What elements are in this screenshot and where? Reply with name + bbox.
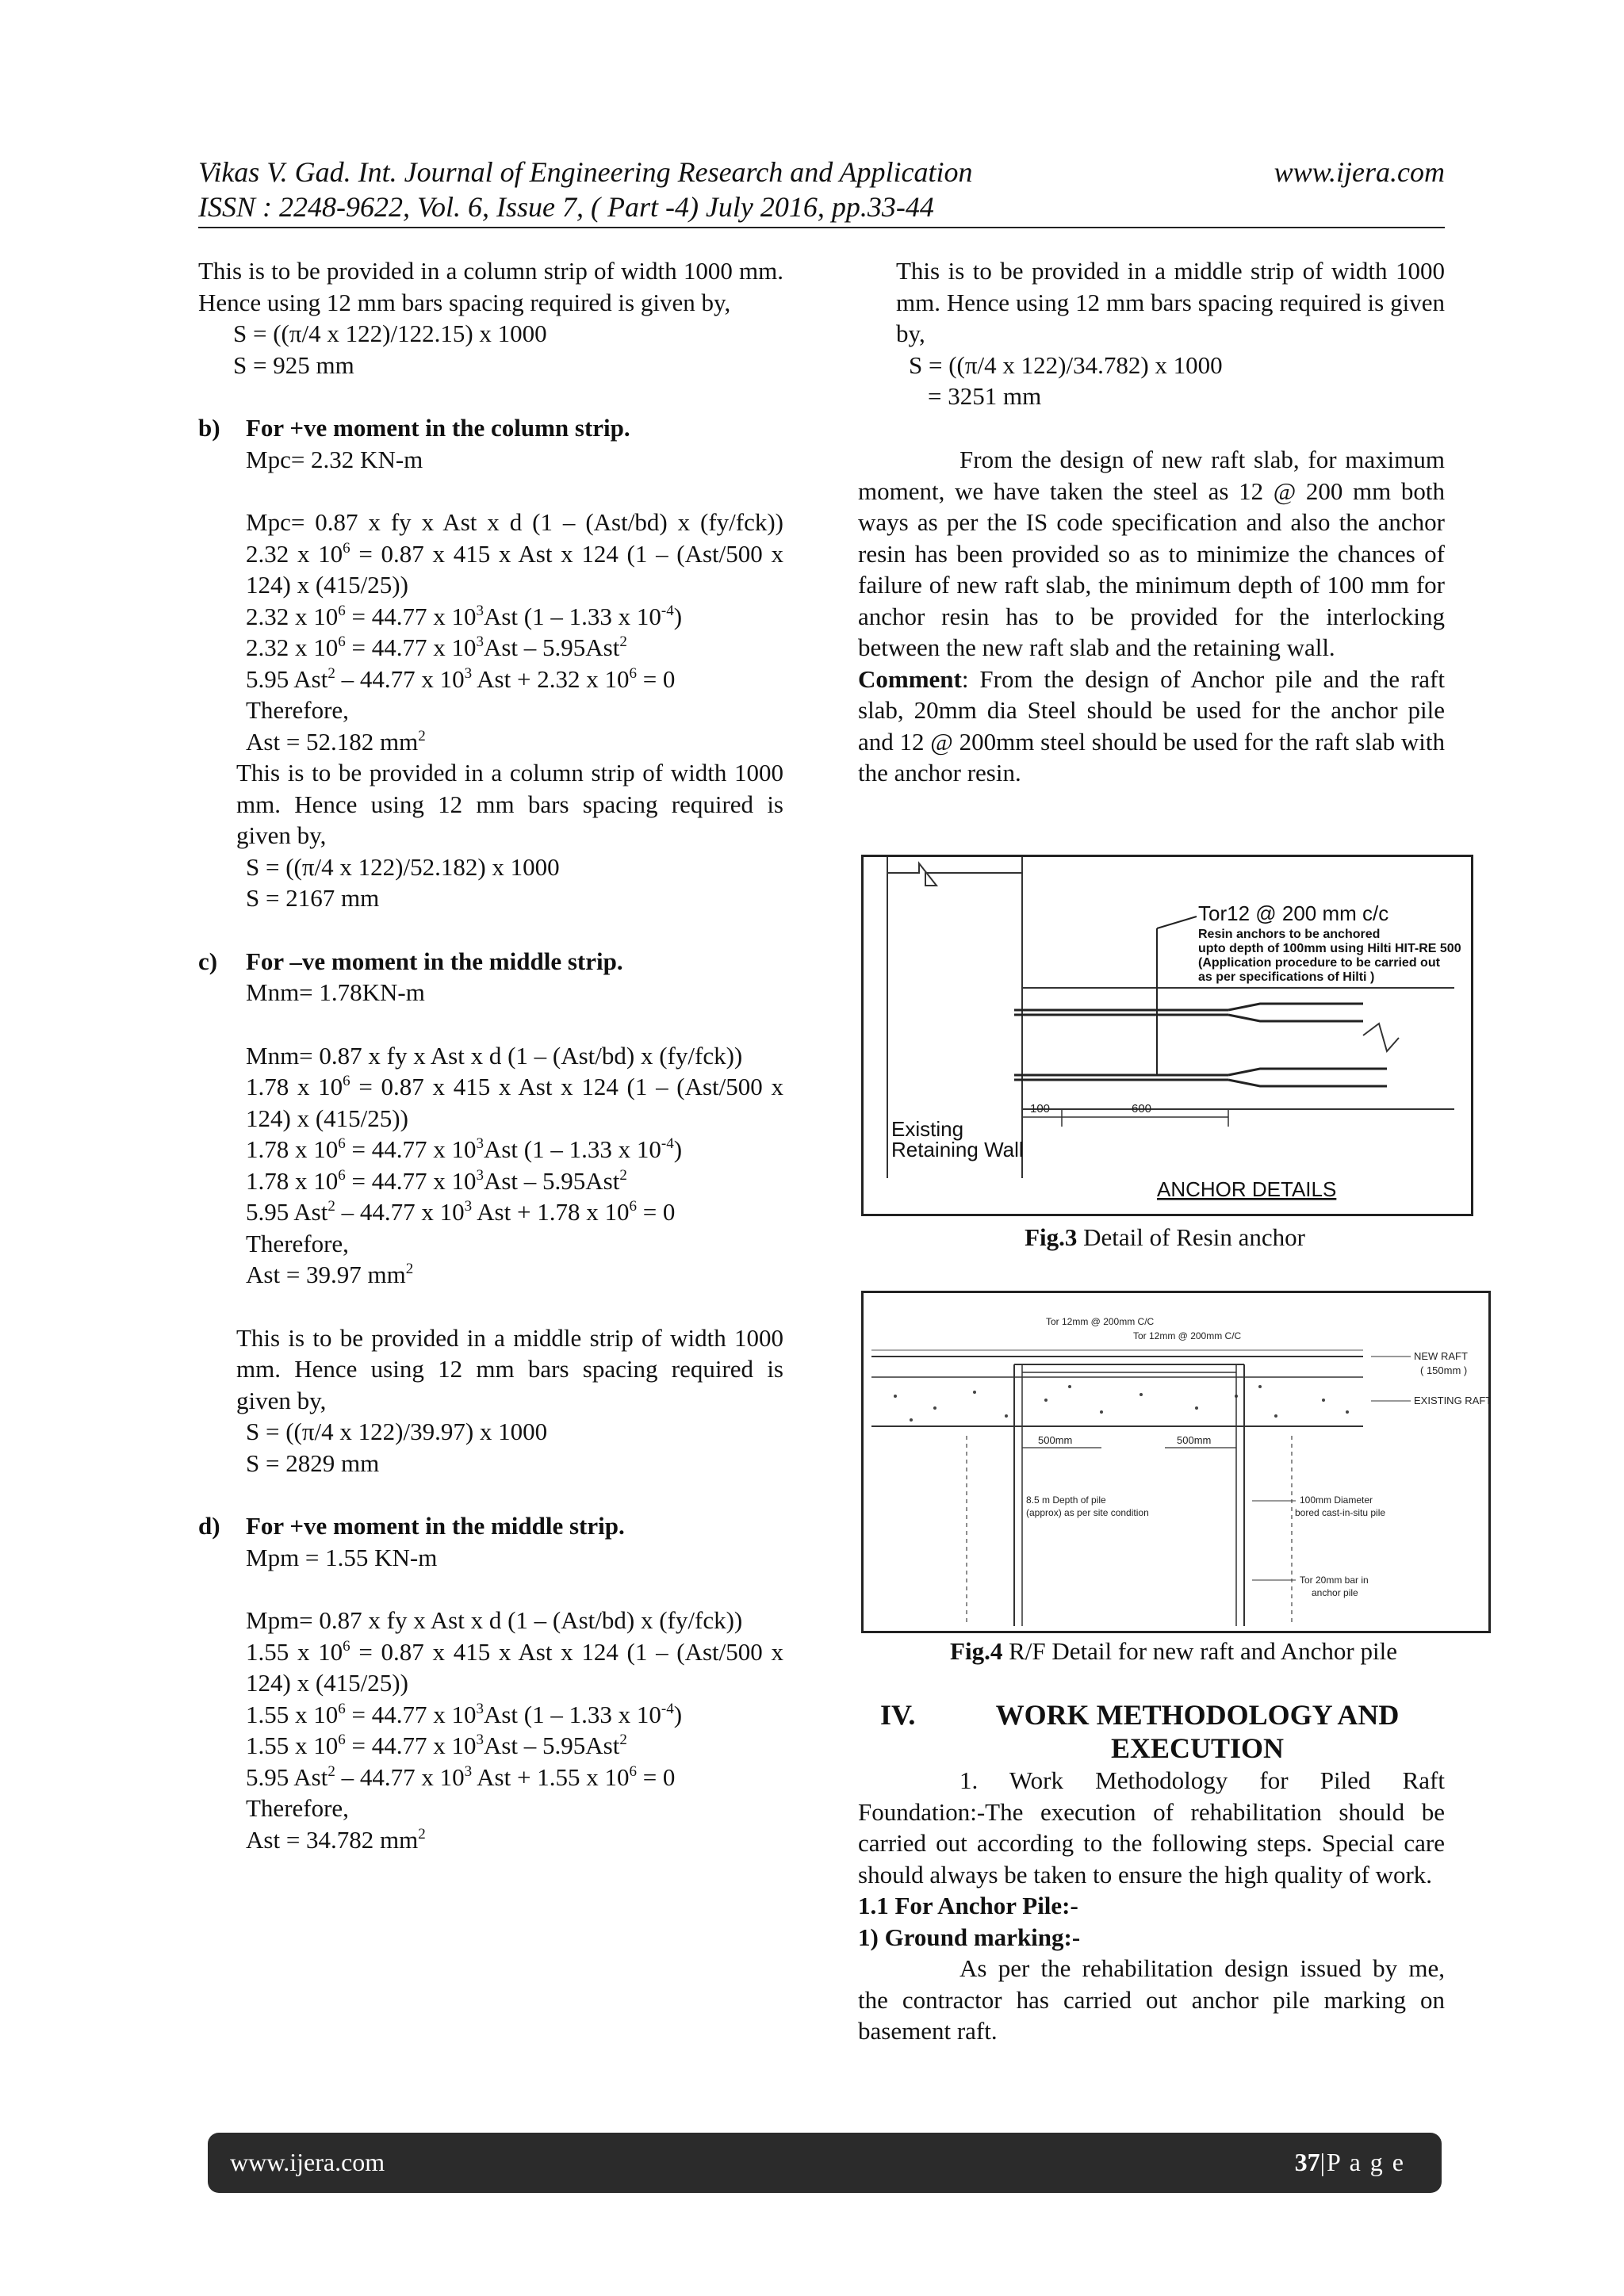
page-footer <box>208 2133 1442 2193</box>
section-title: WORK METHODOLOGY AND <box>995 1699 1400 1731</box>
anchor-note: (Application procedure to be carried out <box>1198 956 1440 970</box>
page-number: 37|P a g e <box>1294 2148 1405 2176</box>
equation: 2.32 x $10^6 = 44.77$ x $10^3Ast - 5.95Ast^2$ <box>246 633 627 661</box>
equation: 5.95 Ast$^2$ – 44.77 x $10^3$ Ast + 1.78 x $10^6 = 0$ <box>246 1198 676 1226</box>
pile-note: anchor pile <box>1312 1587 1358 1598</box>
dimension-label: 600 <box>1132 1102 1152 1115</box>
anchor-note: upto depth of 100mm using Hilti HIT-RE 500 <box>1198 942 1461 955</box>
subsection-title: For –ve moment in the middle strip. <box>246 947 623 975</box>
rebar-label: Tor 12mm @ 200mm C/C <box>1046 1316 1155 1327</box>
subsection-label: b) <box>198 414 220 442</box>
dimension-label: 500mm <box>1038 1434 1073 1446</box>
rebar-label: Tor 12mm @ 200mm C/C <box>1133 1330 1242 1341</box>
pile-note: 100mm Diameter <box>1300 1494 1373 1506</box>
journal-title: Vikas V. Gad. Int. Journal of Engineering Research and Application <box>198 156 973 188</box>
footer-website[interactable]: www.ijera.com <box>230 2148 385 2176</box>
paragraph: 1. Work Methodology for Piled Raft Foundation:-The execution of rehabilitation should be carried out according to the following steps. Special care should always be taken to ensure the high quality of work. <box>858 1766 1445 1888</box>
equation: S = 925 mm <box>233 350 354 379</box>
equation: 1.78 x $10^6 = 0.87$ x 415 x Ast x 124 (1 – (Ast/500 x 124) x (415/25)) <box>246 1073 783 1132</box>
journal-website[interactable]: www.ijera.com <box>1274 156 1445 188</box>
equation: 1.55 x $10^6 = 44.77$ x $10^3Ast$ (1 – 1.33 x $10^{-4}$) <box>246 1700 683 1728</box>
result: Ast = 34.782 $mm^2$ <box>246 1825 426 1854</box>
paragraph: This is to be provided in a middle strip of width 1000 mm. Hence using 12 mm bars spacing required is given by, <box>896 257 1445 347</box>
comment-paragraph: Comment: From the design of Anchor pile and the raft slab, 20mm dia Steel should be used for the anchor pile and 12 @ 200mm steel should be used for the raft slab with the anchor resin. <box>858 664 1445 786</box>
equation: S = ((π/4 x 122)/34.782) x 1000 <box>909 350 1223 379</box>
moment-value: Mpm = 1.55 KN-m <box>246 1543 438 1571</box>
equation: 2.32 x $10^6 = 0.87$ x 415 x Ast x 124 (1 – (Ast/500 x 124) x (415/25)) <box>246 539 783 599</box>
wall-label: Existing <box>891 1117 964 1141</box>
figure-caption: Fig.3 Detail of Resin anchor <box>1025 1223 1305 1251</box>
equation: Mnm= 0.87 x fy x Ast x d (1 – (Ast/bd) x (fy/fck)) <box>246 1041 743 1070</box>
dimension-label: 500mm <box>1177 1434 1212 1446</box>
text-line: Therefore, <box>246 1794 349 1822</box>
result: Ast = 39.97 $mm^2$ <box>246 1261 414 1288</box>
moment-value: Mnm= 1.78KN-m <box>246 978 425 1006</box>
moment-value: Mpc= 2.32 KN-m <box>246 445 423 473</box>
equation: S = ((π/4 x 122)/39.97) x 1000 <box>246 1418 548 1445</box>
equation: 1.78 x $10^6 = 44.77$ x $10^3Ast - 5.95Ast^2$ <box>246 1166 627 1195</box>
equation: = 3251 mm <box>928 382 1042 410</box>
pile-note: (approx) as per site condition <box>1026 1507 1149 1518</box>
equation: 1.55 x $10^6 = 44.77$ x $10^3Ast - 5.95Ast^2$ <box>246 1732 627 1759</box>
equation: S = 2167 mm <box>246 884 380 912</box>
equation: S = ((π/4 x 122)/122.15) x 1000 <box>233 320 547 347</box>
equation: Mpm= 0.87 x fy x Ast x d (1 – (Ast/bd) x (fy/fck)) <box>246 1606 743 1634</box>
text-line: Therefore, <box>246 1229 349 1257</box>
paragraph: This is to be provided in a middle strip of width 1000 mm. Hence using 12 mm bars spacing required is given by, <box>236 1323 783 1414</box>
right-column-bottom <box>858 1765 1445 2047</box>
subsection-heading <box>198 946 783 978</box>
equation: 5.95 Ast$^2$ – 44.77 x $10^3$ Ast + 2.32 x $10^6 = 0$ <box>246 664 676 693</box>
equation: 1.55 x $10^6 = 0.87$ x 415 x Ast x 124 (1 – (Ast/500 x 124) x (415/25)) <box>246 1637 783 1697</box>
pile-note: Tor 20mm bar in <box>1300 1575 1369 1586</box>
subsection-label: d) <box>198 1512 220 1540</box>
equation: Mpc= 0.87 x fy x Ast x d (1 – (Ast/bd) x (fy/fck)) <box>246 508 783 536</box>
drawing-title: ANCHOR DETAILS <box>1157 1177 1337 1201</box>
figure-raft-anchor-pile <box>861 1291 1491 1633</box>
left-column <box>198 255 783 1855</box>
subsection-heading <box>198 412 783 444</box>
figure-anchor-details <box>861 855 1473 1216</box>
subsection-title: For +ve moment in the column strip. <box>246 414 630 442</box>
layer-label: ( 150mm ) <box>1420 1364 1468 1376</box>
section-title: EXECUTION <box>1110 1732 1285 1764</box>
right-column-body <box>858 444 1445 789</box>
raft-pile-drawing <box>864 1293 1488 1631</box>
layer-label: EXISTING RAFT <box>1414 1395 1488 1406</box>
section-number: IV. <box>880 1699 916 1731</box>
subsection-label: c) <box>198 947 218 975</box>
rebar-label: Tor12 @ 200 mm c/c <box>1198 901 1389 925</box>
layer-label: NEW RAFT <box>1414 1350 1468 1362</box>
subheading: 1.1 For Anchor Pile:- <box>858 1892 1078 1919</box>
wall-label: Retaining Wall <box>891 1138 1024 1161</box>
pile-note: 8.5 m Depth of pile <box>1026 1494 1106 1506</box>
dimension-label: 100 <box>1030 1102 1051 1115</box>
paragraph: This is to be provided in a column strip of width 1000 mm. Hence using 12 mm bars spacing required is given by, <box>198 257 783 316</box>
right-column-top <box>896 255 1445 412</box>
equation: 1.78 x $10^6 = 44.77$ x $10^3Ast$ (1 – 1.33 x $10^{-4}$) <box>246 1135 683 1163</box>
issn-line: ISSN : 2248-9622, Vol. 6, Issue 7, ( Part -4) July 2016, pp.33-44 <box>198 191 934 223</box>
result: Ast = 52.182 $mm^2$ <box>246 727 426 756</box>
anchor-note: as per specifications of Hilti ) <box>1198 970 1375 984</box>
subsection-title: For +ve moment in the middle strip. <box>246 1512 625 1540</box>
header-rule <box>198 227 1445 228</box>
paragraph: This is to be provided in a column strip of width 1000 mm. Hence using 12 mm bars spacing required is given by, <box>236 759 783 849</box>
equation: S = ((π/4 x 122)/52.182) x 1000 <box>246 852 560 881</box>
paragraph: As per the rehabilitation design issued by me, the contractor has carried out anchor pile marking on basement raft. <box>858 1954 1445 2045</box>
pile-note: bored cast-in-situ pile <box>1295 1507 1386 1518</box>
anchor-detail-drawing <box>864 857 1471 1214</box>
text-line: Therefore, <box>246 696 349 724</box>
paragraph: From the design of new raft slab, for maximum moment, we have taken the steel as 12 @ 200 mm both ways as per the IS code specification and also the anchor resin has been provided so as to minimize the chances of failure of new raft slab, the minimum depth of 100 mm for anchor resin has to be provided for the interlocking between the new raft slab and the retaining wall. <box>858 446 1445 661</box>
equation: 5.95 Ast$^2$ – 44.77 x $10^3$ Ast + 1.55 x $10^6 = 0$ <box>246 1762 676 1791</box>
equation: 2.32 x $10^6 = 44.77$ x $10^3Ast$ (1 – 1.33 x $10^{-4}$) <box>246 602 683 630</box>
figure-caption: Fig.4 R/F Detail for new raft and Anchor pile <box>950 1637 1397 1665</box>
subsection-heading <box>198 1510 783 1542</box>
equation: S = 2829 mm <box>246 1448 380 1477</box>
anchor-note: Resin anchors to be anchored <box>1198 928 1381 941</box>
subheading: 1) Ground marking:- <box>858 1923 1081 1951</box>
